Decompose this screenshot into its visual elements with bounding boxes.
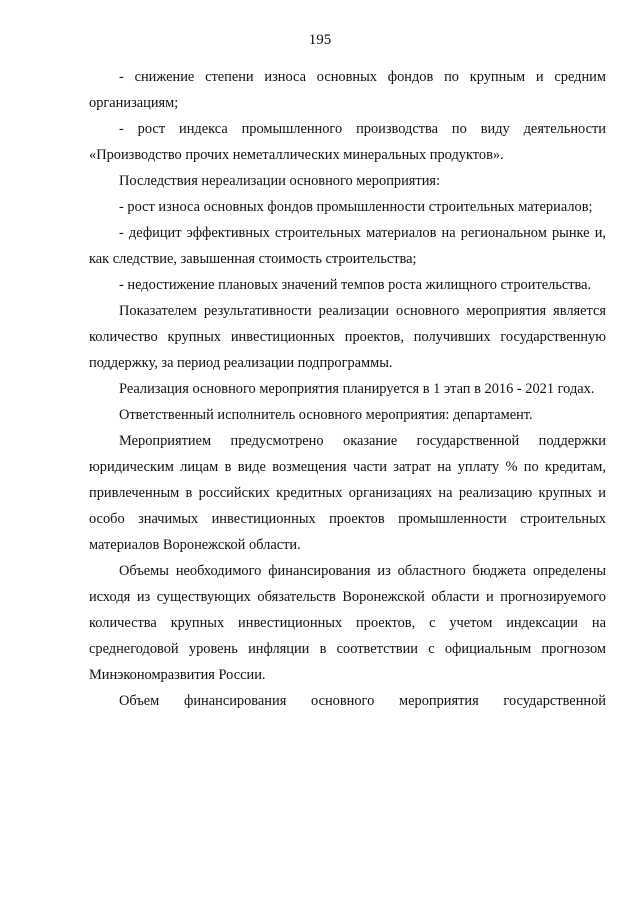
paragraph-bullet-wear-reduction: - снижение степени износа основных фондов по крупным и средним организациям;	[89, 69, 606, 111]
paragraph-responsible-executor: Ответственный исполнитель основного мероприятия: департамент.	[119, 407, 533, 423]
body-text	[89, 64, 606, 714]
paragraph-performance-indicator: Показателем результативности реализации основного мероприятия является количество крупных инвестиционных проектов, получивших государственную поддержку, за период реализации подпрограммы.	[89, 303, 606, 371]
paragraph-bullet-wear-growth: - рост износа основных фондов промышленности строительных материалов;	[119, 199, 593, 215]
paragraph-bullet-production-index: - рост индекса промышленного производства по виду деятельности «Производство прочих неметаллических минеральных продуктов».	[89, 121, 606, 163]
paragraph-funding-volume-start: Объем финансирования основного мероприятия государственной	[119, 693, 606, 709]
paragraph-consequences-heading: Последствия нереализации основного мероприятия:	[119, 173, 441, 189]
page-number: 195	[308, 32, 332, 48]
paragraph-state-support: Мероприятием предусмотрено оказание государственной поддержки юридическим лицам в виде возмещения части затрат на уплату % по кредитам, привлеченным в российских кредитных организациях на реализацию крупных и особо значимых инвестиционных проектов промышленности строительных материалов Воронежской области.	[89, 433, 606, 553]
paragraph-bullet-materials-deficit: - дефицит эффективных строительных материалов на региональном рынке и, как следствие, завышенная стоимость строительства;	[89, 225, 606, 267]
paragraph-implementation-period: Реализация основного мероприятия планируется в 1 этап в 2016 - 2021 годах.	[119, 381, 595, 397]
paragraph-bullet-housing-targets: - недостижение плановых значений темпов роста жилищного строительства.	[119, 277, 592, 293]
paragraph-funding-volumes: Объемы необходимого финансирования из областного бюджета определены исходя из существующих обязательств Воронежской области и прогнозируемого количества крупных инвестиционных проектов, с учетом индексации на среднегодовой уровень инфляции в соответствии с официальным прогнозом Минэкономразвития России.	[89, 563, 606, 683]
